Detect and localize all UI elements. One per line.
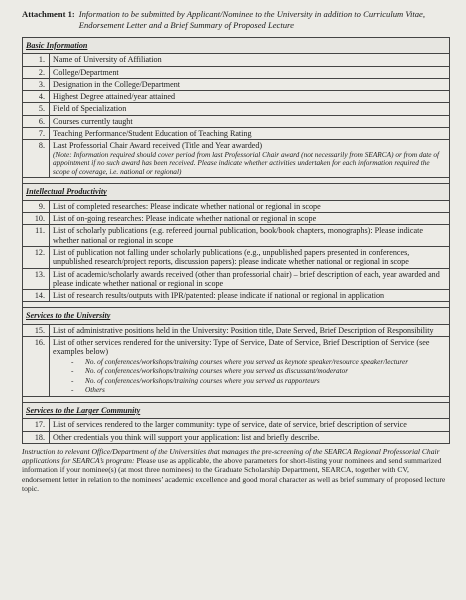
table-row (23, 78, 450, 90)
table-row (23, 246, 450, 268)
section-header-basic: Basic Information (23, 38, 450, 54)
table-row (23, 103, 450, 115)
item-text: Field of Specialization (50, 103, 450, 115)
section-header-community: Services to the Larger Community (23, 402, 450, 418)
table-row (23, 115, 450, 127)
item-number: 7. (23, 128, 50, 140)
list-item: - No. of conferences/workshops/training courses where you served as keynote speaker/resource speaker/lecturer (71, 357, 446, 367)
item-number: 9. (23, 200, 50, 212)
item-text: College/Department (50, 66, 450, 78)
item-number: 4. (23, 91, 50, 103)
table-row (23, 213, 450, 225)
item-text: List of academic/scholarly awards received (other than professorial chair) – brief description of each, year awarded and please indicate whether national or regional in scope (50, 268, 450, 290)
list-item: - No. of conferences/workshops/training courses where you served as rapporteurs (71, 376, 446, 386)
requirements-table (22, 37, 450, 444)
table-row (23, 431, 450, 443)
item-number: 3. (23, 78, 50, 90)
item-text: List of on-going researches: Please indicate whether national or regional in scope (50, 213, 450, 225)
section-header-intellectual: Intellectual Productivity (23, 184, 450, 200)
item-number: 5. (23, 103, 50, 115)
item-cell (50, 337, 450, 397)
item-cell (50, 140, 450, 178)
table-row (23, 268, 450, 290)
item-text: Other credentials you think will support your application: list and briefly describe. (50, 431, 450, 443)
item-text: List of publication not falling under scholarly publications (e.g., unpublished papers presented in conferences, unpublished research/project reports, discussion papers): please indicate whether national or regional in scope (50, 246, 450, 268)
table-row (23, 66, 450, 78)
item-number: 8. (23, 140, 50, 178)
section-header-university: Services to the University (23, 308, 450, 324)
item-text: List of completed researches: Please indicate whether national or regional in scope (50, 200, 450, 212)
item-number: 17. (23, 419, 50, 431)
item-text: List of services rendered to the larger community: type of service, date of service, brief description of service (50, 419, 450, 431)
item-text: Designation in the College/Department (50, 78, 450, 90)
service-examples-list (53, 357, 446, 395)
table-row (23, 54, 450, 66)
item-text: List of administrative positions held in the University: Position title, Date Served, Brief Description of Responsibility (50, 324, 450, 336)
table-row (23, 337, 450, 397)
instruction-text: Please use as applicable, the above parameters for short-listing your nominees and send summarized information if your nominee(s) (at most three nominees) to the Graduate Scholarship Department, SEARCA, together with CV, endorsement letter in relation to the nominees’ academic excellence and good moral character as well as brief summary of proposed lecture topic. (22, 456, 446, 494)
item-text: Teaching Performance/Student Education of Teaching Rating (50, 128, 450, 140)
item-note: (Note: Information required should cover period from last Professorial Chair award (not necessarily from SEARCA) or from date of appointment if no such award has been received. Please indicate whether activities undertaken for each information required the scope of coverage, i.e. national or regional) (53, 149, 440, 176)
table-row (23, 91, 450, 103)
table-row (23, 324, 450, 336)
item-number: 2. (23, 66, 50, 78)
item-text: List of research results/outputs with IPR/patented: please indicate if national or regional in application (50, 290, 450, 302)
item-number: 13. (23, 268, 50, 290)
item-text: Highest Degree attained/year attained (50, 91, 450, 103)
attachment-heading (22, 9, 450, 30)
table-row (23, 128, 450, 140)
instruction-heading: Instruction to relevant Office/Department of the Universities that manages the pre-screening of the SEARCA Regional Professorial Chair applications for SEARCA’s program: (22, 446, 440, 466)
item-text: Courses currently taught (50, 115, 450, 127)
list-item: - No. of conferences/workshops/training courses where you served as discussant/moderator (71, 366, 446, 376)
instruction-note (22, 447, 450, 493)
item-text: List of scholarly publications (e.g. refereed journal publication, book/book chapters, monographs): Please indicate whether national or regional in scope (50, 225, 450, 247)
item-number: 10. (23, 213, 50, 225)
table-row (23, 419, 450, 431)
attachment-description: Information to be submitted by Applicant/Nominee to the University in addition to Curriculum Vitae, Endorsement Letter and a Brief Summary of Proposed Lecture (78, 9, 426, 30)
item-text: Last Professorial Chair Award received (Title and Year awarded) (53, 141, 263, 151)
item-number: 12. (23, 246, 50, 268)
item-number: 16. (23, 337, 50, 397)
table-row (23, 290, 450, 302)
item-number: 18. (23, 431, 50, 443)
item-text: Name of University of Affiliation (50, 54, 450, 66)
item-text: List of other services rendered for the university: Type of Service, Date of Service, Brief Description of Service (see examples below) (53, 338, 430, 357)
item-number: 15. (23, 324, 50, 336)
list-item: - Others (71, 385, 446, 395)
table-row (23, 200, 450, 212)
attachment-label: Attachment 1: (22, 9, 75, 19)
item-number: 14. (23, 290, 50, 302)
table-row (23, 225, 450, 247)
item-number: 11. (23, 225, 50, 247)
item-number: 6. (23, 115, 50, 127)
item-number: 1. (23, 54, 50, 66)
table-row (23, 140, 450, 178)
